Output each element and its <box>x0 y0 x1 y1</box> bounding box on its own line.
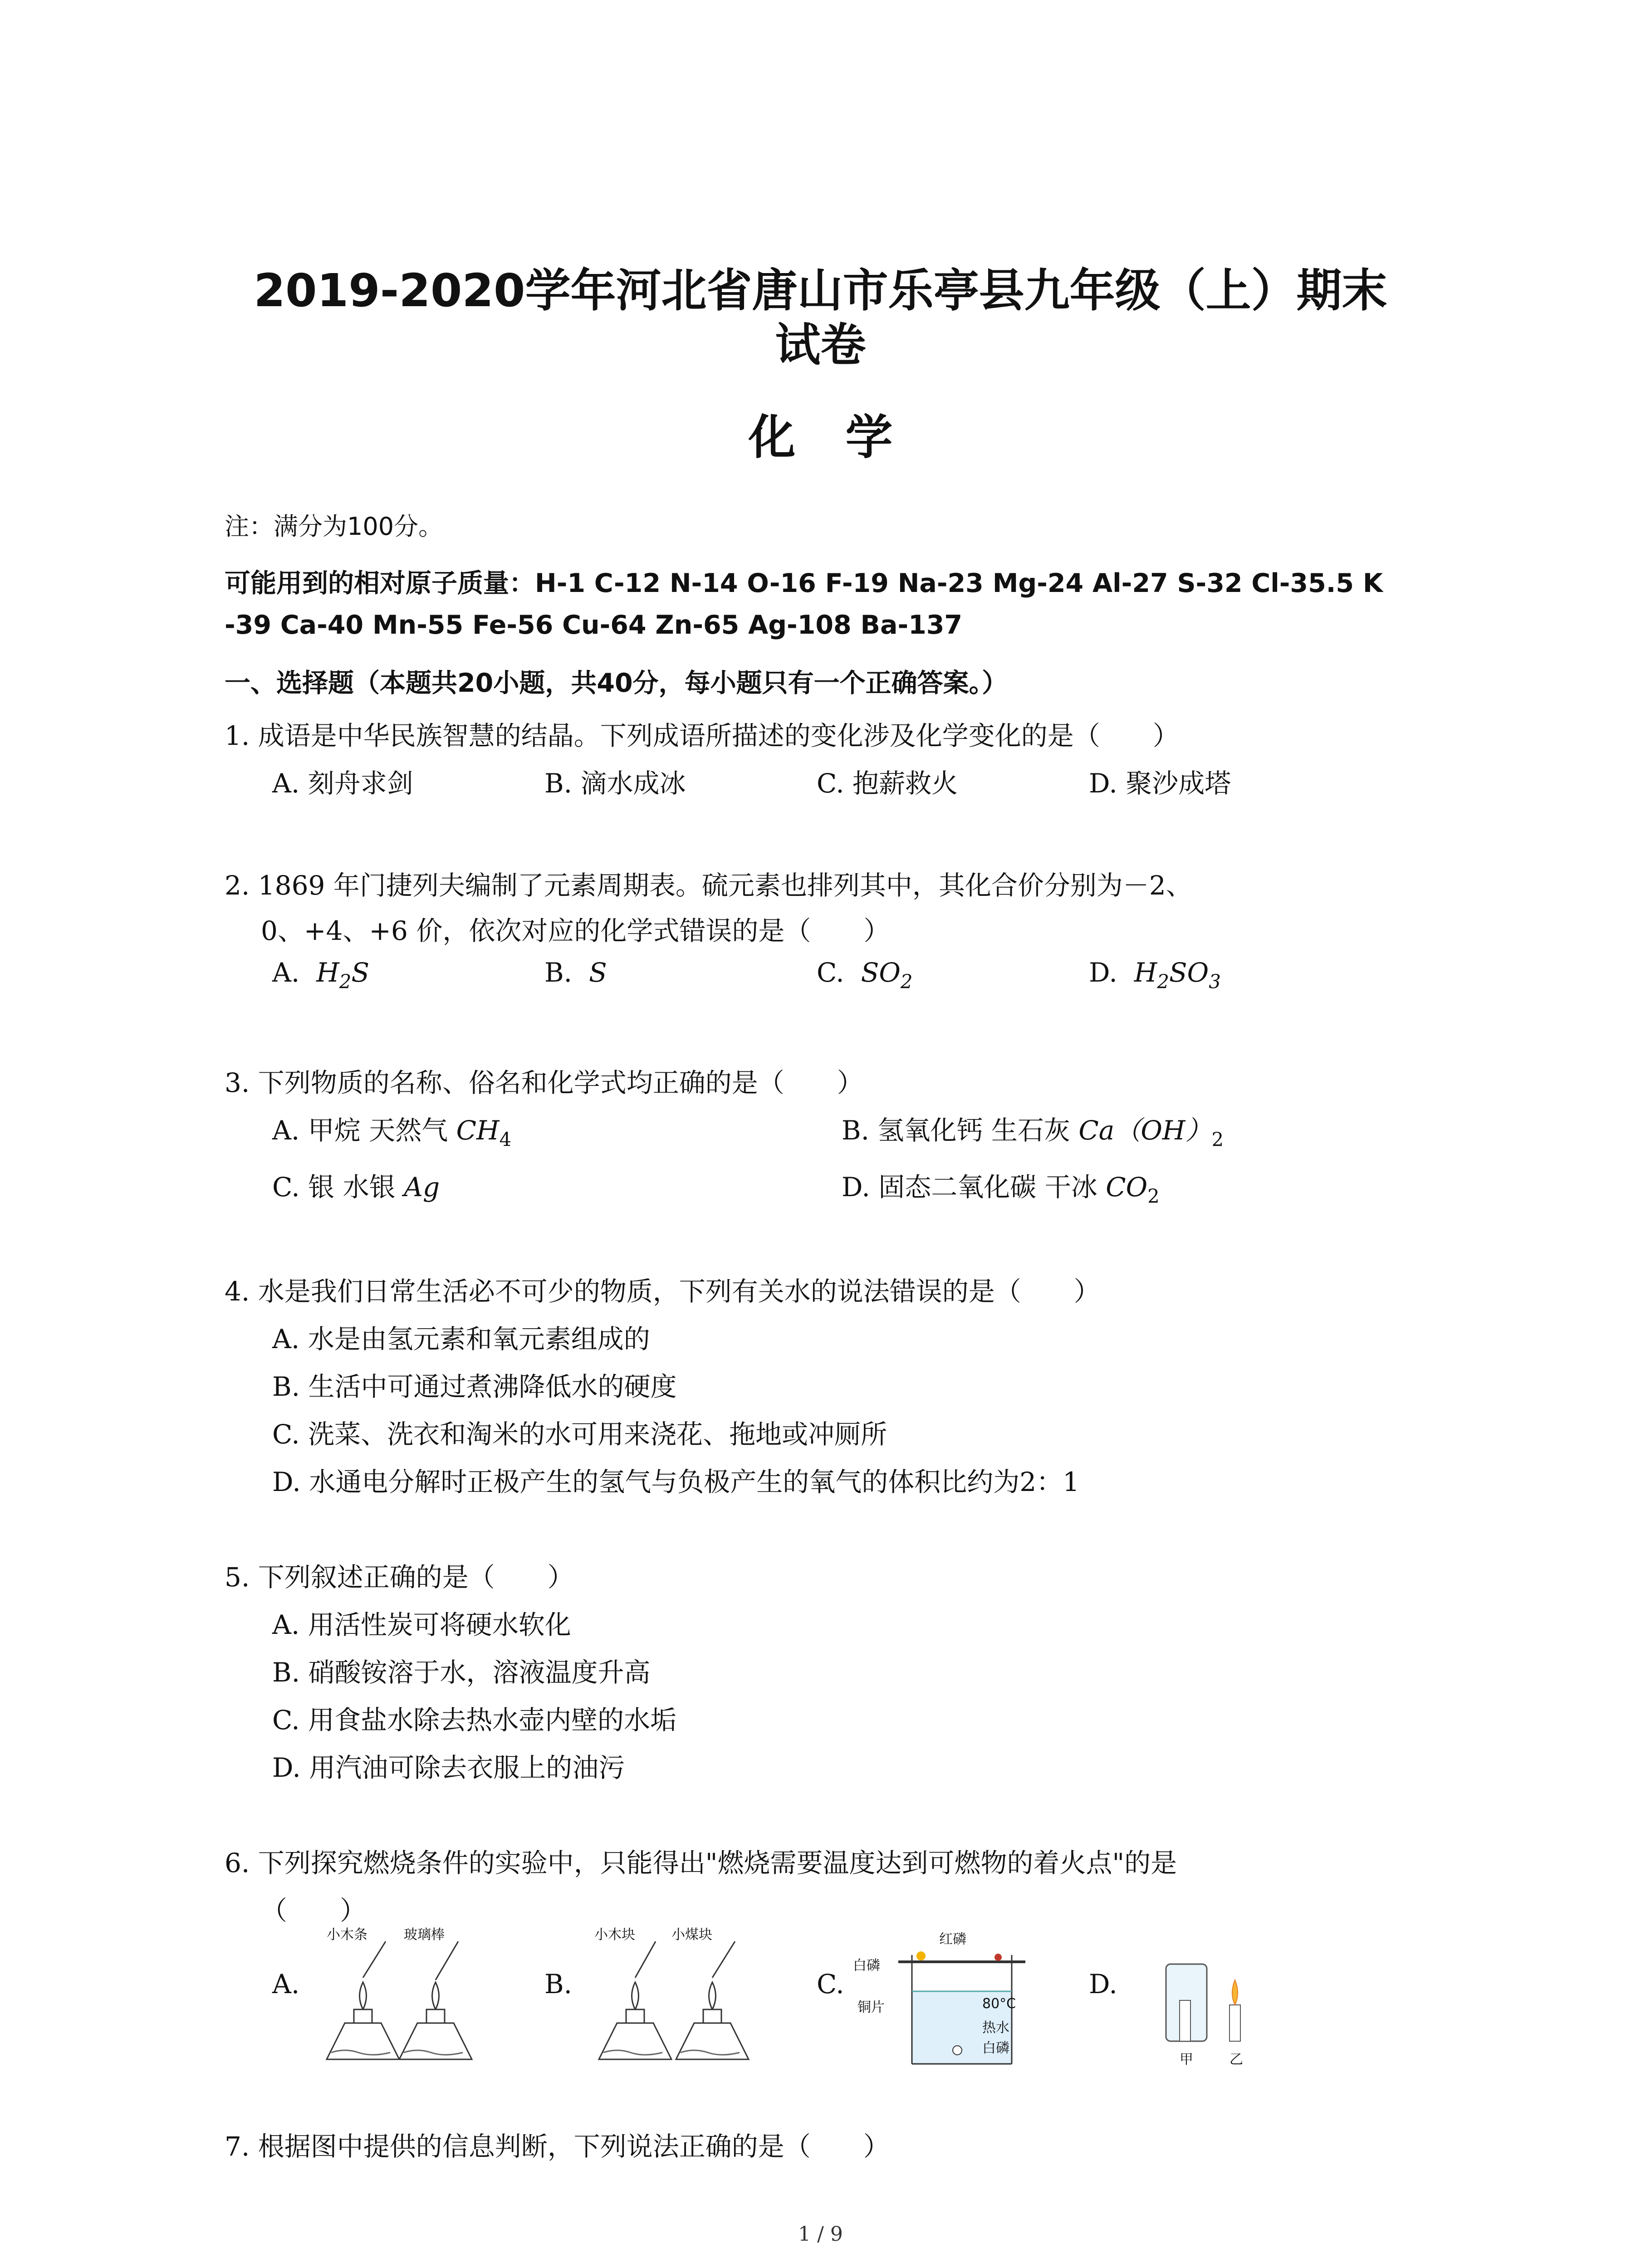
q6-option-c-label: C. <box>817 1969 844 1999</box>
score-note: 注：满分为100分。 <box>225 512 443 541</box>
q2-option-a-formula <box>316 957 370 993</box>
q3-d-formula: CO <box>1106 1172 1148 1202</box>
q3-d-text: D. 固态二氧化碳 干冰 <box>842 1172 1106 1202</box>
q2-option-d <box>1089 957 1221 993</box>
q3-a-text: A. 甲烷 天然气 <box>272 1115 456 1146</box>
q3-a-sub: 4 <box>499 1128 512 1151</box>
figure-a-label-2: 玻璃棒 <box>404 1927 445 1943</box>
figure-c-label-copper: 铜片 <box>857 1999 885 2015</box>
section-heading: 一、选择题（本题共20小题，共40分，每小题只有一个正确答案。） <box>225 668 1008 698</box>
q5-option-c: C. 用食盐水除去热水壶内壁的水垢 <box>272 1705 677 1735</box>
figure-d-candles <box>1161 1932 1270 2068</box>
q2-c-sub: 2 <box>900 970 913 993</box>
figure-b-label-2: 小煤块 <box>671 1927 712 1943</box>
q2-c-f1: SO <box>861 957 901 988</box>
q4-option-d: D. 水通电分解时正极产生的氢气与负极产生的氧气的体积比约为2：1 <box>272 1466 1080 1497</box>
q3-option-a <box>272 1109 511 1151</box>
q3-d-sub: 2 <box>1147 1185 1160 1207</box>
q1-option-b: B. 滴水成冰 <box>544 768 686 799</box>
question-2-stem-line-1: 2. 1869 年门捷列夫编制了元素周期表。硫元素也排列其中，其化合价分别为－2、 <box>225 870 1192 901</box>
question-6-stem-line-1: 6. 下列探究燃烧条件的实验中，只能得出"燃烧需要温度达到可燃物的着火点"的是 <box>225 1848 1177 1878</box>
figure-d-drawing <box>1161 1932 1270 2068</box>
title-line-2: 试卷 <box>775 318 866 371</box>
question-6-stem-line-2: （ ） <box>261 1895 367 1926</box>
q2-d-sub1: 2 <box>1157 970 1169 993</box>
q3-c-text: C. 银 水银 <box>272 1172 404 1202</box>
figure-d-label-yi: 乙 <box>1230 2052 1243 2068</box>
q3-option-d <box>842 1166 1160 1207</box>
figure-a-alcohol-lamps <box>318 1923 481 2073</box>
q2-a-f2: S <box>351 957 370 988</box>
figure-c-label-white-phosphorus-2: 白磷 <box>982 2040 1009 2056</box>
q1-option-c: C. 抱薪救火 <box>817 768 958 799</box>
figure-c-label-temp: 80°C <box>982 1996 1016 2012</box>
q4-option-b: B. 生活中可通过煮沸降低水的硬度 <box>272 1371 677 1402</box>
title-line-1: 2019-2020学年河北省唐山市乐亭县九年级（上）期末 <box>254 264 1387 317</box>
q5-option-d: D. 用汽油可除去衣服上的油污 <box>272 1752 625 1783</box>
q6-option-d-label: D. <box>1089 1969 1117 1999</box>
q2-option-c-formula <box>861 957 913 993</box>
question-4-stem: 4. 水是我们日常生活必不可少的物质，下列有关水的说法错误的是（ ） <box>225 1276 1100 1307</box>
q5-option-a: A. 用活性炭可将硬水软化 <box>272 1609 571 1640</box>
q2-d-sub2: 3 <box>1209 970 1221 993</box>
q2-a-f1: H <box>316 957 339 988</box>
q6-option-a-label: A. <box>272 1969 300 1999</box>
atomic-mass-line-2: -39 Ca-40 Mn-55 Fe-56 Cu-64 Zn-65 Ag-108 Ba-137 <box>225 610 963 640</box>
figure-b-drawing <box>590 1923 762 2073</box>
figure-a-label-1: 小木条 <box>327 1927 367 1943</box>
atomic-mass-line-1: 可能用到的相对原子质量：H-1 C-12 N-14 O-16 F-19 Na-23 Mg-24 Al-27 S-32 Cl-35.5 K <box>225 568 1383 598</box>
q3-c-formula: Ag <box>404 1172 440 1202</box>
q2-option-c-label: C. <box>817 957 844 988</box>
q3-option-b <box>842 1109 1224 1151</box>
q2-d-f1: H <box>1134 957 1157 988</box>
figure-c-label-red-phosphorus: 红磷 <box>939 1931 966 1947</box>
q2-option-d-label: D. <box>1089 957 1117 988</box>
figure-c-label-hot-water: 热水 <box>982 2020 1009 2036</box>
q5-option-b: B. 硝酸铵溶于水，溶液温度升高 <box>272 1657 651 1688</box>
figure-c-label-white-phosphorus: 白磷 <box>853 1958 880 1974</box>
question-7-stem: 7. 根据图中提供的信息判断，下列说法正确的是（ ） <box>225 2131 890 2162</box>
question-3-stem: 3. 下列物质的名称、俗名和化学式均正确的是（ ） <box>225 1067 863 1098</box>
q3-b-formula: Ca（OH） <box>1078 1115 1212 1146</box>
q6-option-b-label: B. <box>544 1969 573 1999</box>
figure-a-drawing <box>318 1923 481 2073</box>
q2-option-a <box>272 957 369 993</box>
q2-option-b-label: B. <box>544 957 573 988</box>
figure-b-label-1: 小木块 <box>594 1927 635 1943</box>
q2-option-b <box>544 957 607 988</box>
q2-option-c <box>817 957 913 993</box>
q3-b-sub: 2 <box>1211 1128 1224 1151</box>
q1-option-d: D. 聚沙成塔 <box>1089 768 1231 799</box>
subject-heading: 化学 <box>748 410 943 465</box>
q2-d-f2: SO <box>1169 957 1209 988</box>
q4-option-a: A. 水是由氢元素和氧元素组成的 <box>272 1324 650 1354</box>
question-1-stem: 1. 成语是中华民族智慧的结晶。下列成语所描述的变化涉及化学变化的是（ ） <box>225 720 1179 751</box>
q2-option-d-formula <box>1134 957 1221 993</box>
question-5-stem: 5. 下列叙述正确的是（ ） <box>225 1562 574 1593</box>
q2-a-sub: 2 <box>339 970 352 993</box>
figure-b-alcohol-lamps <box>590 1923 762 2073</box>
q3-a-formula: CH <box>456 1115 500 1146</box>
q1-option-a: A. 刻舟求剑 <box>272 768 413 799</box>
page-number: 1 / 9 <box>798 2223 843 2246</box>
q4-option-c: C. 洗菜、洗衣和淘米的水可用来浇花、拖地或冲厕所 <box>272 1419 887 1450</box>
figure-d-label-jia: 甲 <box>1180 2052 1193 2068</box>
figure-c-beaker <box>853 1928 1043 2073</box>
question-2-stem-line-2: 0、+4、+6 价，依次对应的化学式错误的是（ ） <box>261 915 890 946</box>
q2-option-a-label: A. <box>272 957 300 988</box>
q3-b-text: B. 氢氧化钙 生石灰 <box>842 1115 1079 1146</box>
q2-option-b-formula: S <box>588 957 607 988</box>
q3-option-c <box>272 1166 440 1204</box>
